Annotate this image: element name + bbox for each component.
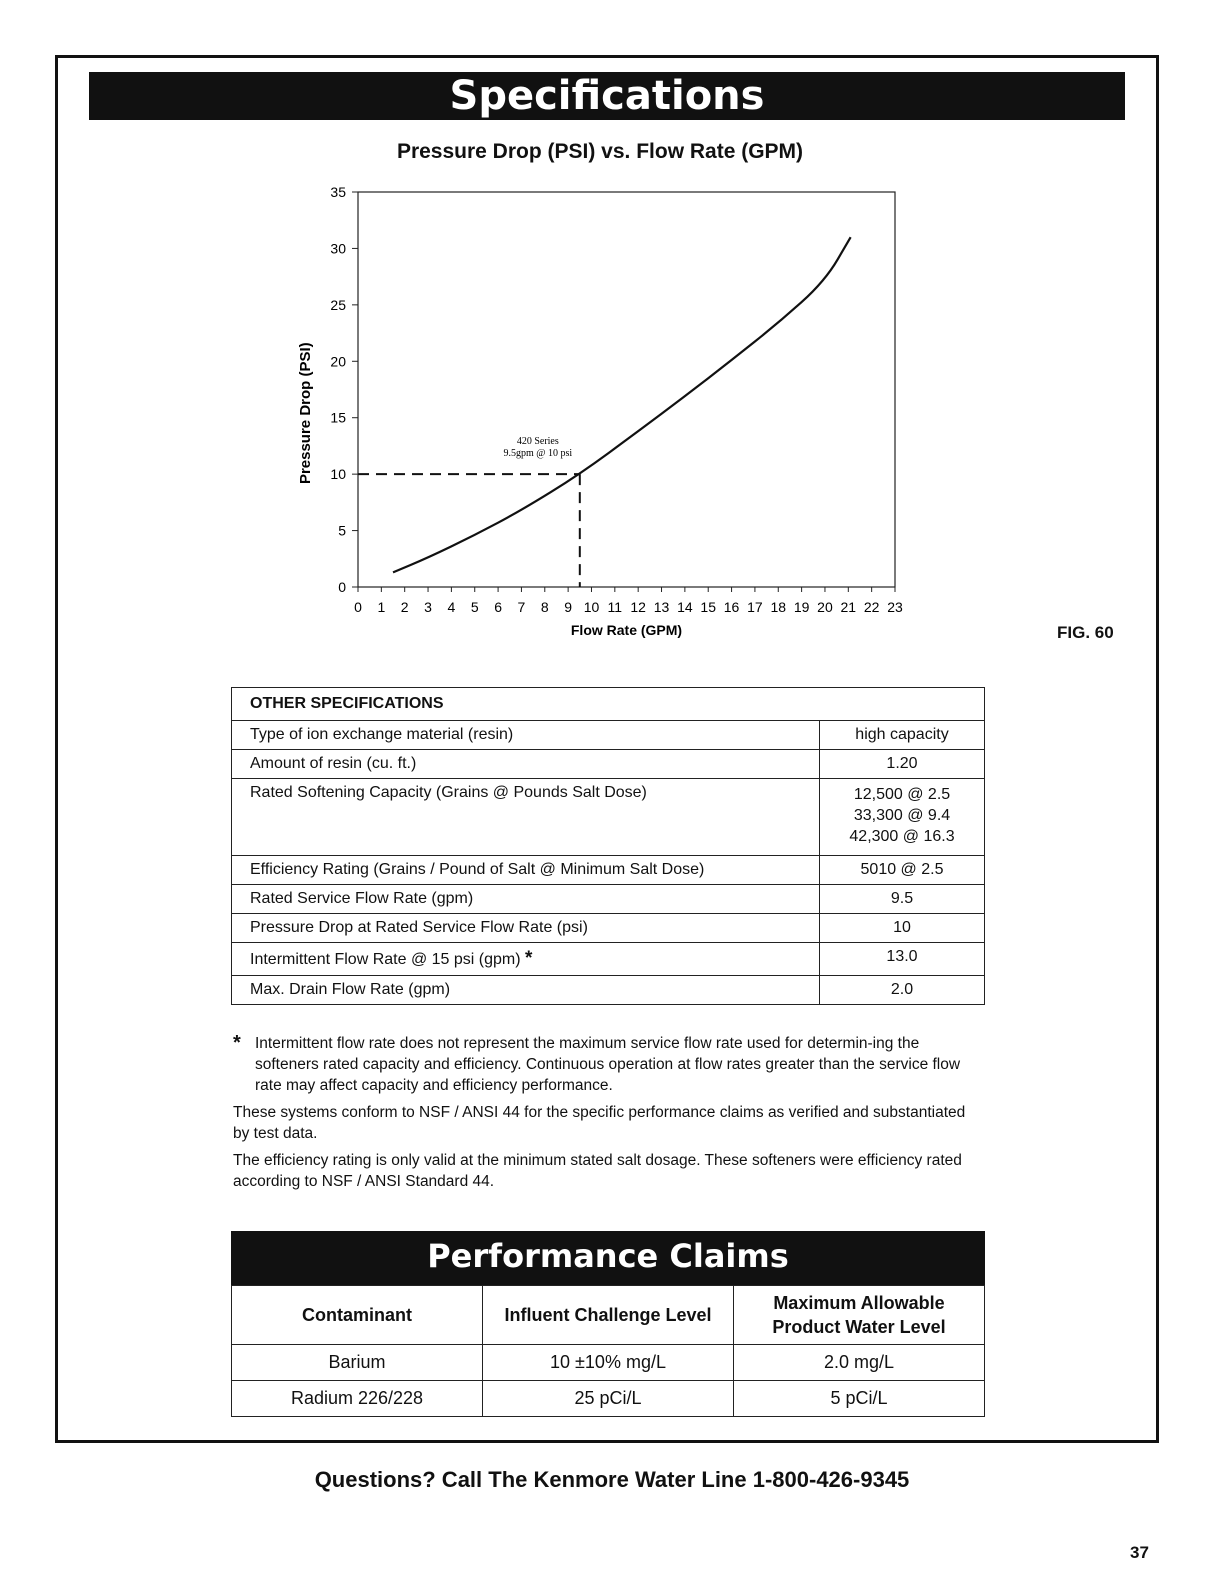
spec-value: 2.0 [820,976,985,1005]
table-cell: Radium 226/228 [232,1381,483,1417]
spec-label [232,943,820,976]
table-row [232,1381,985,1417]
x-tick-label: 17 [747,599,763,615]
x-tick-label: 22 [863,599,880,615]
annotation-line-1: 420 Series [516,436,559,448]
performance-claims-title: Performance Claims [231,1231,985,1285]
table-cell: 5 pCi/L [734,1381,985,1417]
table-cell: Barium [232,1345,483,1381]
plot-area [358,192,895,587]
spec-value: high capacity [820,721,985,750]
y-tick-label: 10 [330,466,346,483]
spec-value-line: 12,500 @ 2.5 [853,786,951,803]
column-header: Contaminant [232,1286,483,1345]
y-tick-label: 20 [330,353,346,370]
table-row [232,750,985,779]
x-tick-label: 6 [494,599,502,615]
x-tick-label: 23 [887,599,903,615]
spec-value: 10 [820,914,985,943]
x-tick-label: 16 [723,599,740,615]
x-tick-label: 5 [470,599,479,615]
x-axis-label: Flow Rate (GPM) [570,622,683,638]
pressure-flow-chart [280,180,940,650]
page-title: Specifications [89,72,1125,120]
x-tick-label: 2 [400,599,409,615]
spec-value: 5010 @ 2.5 [820,856,985,885]
x-tick-label: 10 [583,599,600,615]
x-tick-label: 9 [564,599,573,615]
intermittent-note [233,1033,983,1096]
spec-label: Type of ion exchange material (resin) [232,721,820,750]
performance-claims-table [231,1285,985,1417]
x-tick-label: 8 [540,599,549,615]
x-tick-label: 0 [354,599,362,615]
table-row [232,779,985,856]
y-tick-label: 0 [338,579,346,595]
table-cell: 25 pCi/L [483,1381,734,1417]
x-tick-label: 18 [770,599,787,615]
x-tick-label: 21 [840,599,857,615]
figure-label: FIG. 60 [1057,623,1114,642]
spec-value: 1.20 [820,750,985,779]
specs-heading: OTHER SPECIFICATIONS [232,688,985,721]
table-row [232,914,985,943]
column-header: Influent Challenge Level [483,1286,734,1345]
table-row [232,943,985,976]
notes [233,1033,983,1192]
spec-label: Efficiency Rating (Grains / Pound of Salt @ Minimum Salt Dose) [232,856,820,885]
y-tick-label: 30 [330,240,346,257]
spec-label: Rated Softening Capacity (Grains @ Pounds Salt Dose) [232,779,820,856]
spec-label: Rated Service Flow Rate (gpm) [232,885,820,914]
spec-value [820,779,985,856]
x-tick-label: 14 [677,599,693,615]
table-row [232,885,985,914]
x-tick-label: 4 [447,599,456,615]
chart-title: Pressure Drop (PSI) vs. Flow Rate (GPM) [396,140,804,163]
efficiency-note: The efficiency rating is only valid at the minimum stated salt dosage. These softeners were efficiency rated according to NSF / ANSI Standard 44. [233,1152,962,1190]
y-tick-label: 25 [330,296,346,313]
asterisk-icon: * [233,1032,241,1054]
y-axis-label: Pressure Drop (PSI) [297,342,314,485]
spec-value: 13.0 [820,943,985,976]
x-tick-label: 1 [377,599,386,615]
nsf-note: These systems conform to NSF / ANSI 44 for the specific performance claims as verified and substantiated by test data. [233,1104,966,1142]
spec-label: Max. Drain Flow Rate (gpm) [232,976,820,1005]
x-tick-label: 11 [607,599,623,615]
x-tick-label: 12 [630,599,646,615]
x-tick-label: 13 [653,599,670,615]
footer-help-line: Questions? Call The Kenmore Water Line 1-800-426-9345 [314,1467,910,1492]
x-tick-label: 19 [793,599,810,615]
spec-label: Pressure Drop at Rated Service Flow Rate (psi) [232,914,820,943]
column-header: Maximum Allowable Product Water Level [734,1286,985,1345]
spec-value: 9.5 [820,885,985,914]
x-tick-label: 3 [424,599,432,615]
x-tick-label: 7 [517,599,526,615]
annotation-line-2: 9.5gpm @ 10 psi [503,448,573,460]
spec-value-line: 33,300 @ 9.4 [853,807,951,824]
table-row [232,1345,985,1381]
spec-label-text: Intermittent Flow Rate @ 15 psi (gpm) [250,951,521,968]
table-row [232,721,985,750]
y-tick-label: 15 [330,409,346,426]
table-cell: 10 ±10% mg/L [483,1345,734,1381]
y-tick-label: 5 [338,522,346,539]
y-tick-label: 35 [330,184,346,200]
spec-value-line: 42,300 @ 16.3 [849,828,955,845]
other-specifications-table [231,687,985,1005]
intermittent-note-text: Intermittent flow rate does not represent the maximum service flow rate used for determin-ing the softeners rated capacity and efficiency. Continuous operation at flow rates greater than the service flow rate may affect capacity and efficiency performance. [255,1035,961,1094]
table-cell: 2.0 mg/L [734,1345,985,1381]
x-tick-label: 15 [700,599,717,615]
spec-label: Amount of resin (cu. ft.) [232,750,820,779]
page-number: 37 [1130,1543,1149,1562]
table-row [232,976,985,1005]
table-row [232,856,985,885]
x-tick-label: 20 [817,599,833,615]
asterisk-icon: * [525,948,533,969]
